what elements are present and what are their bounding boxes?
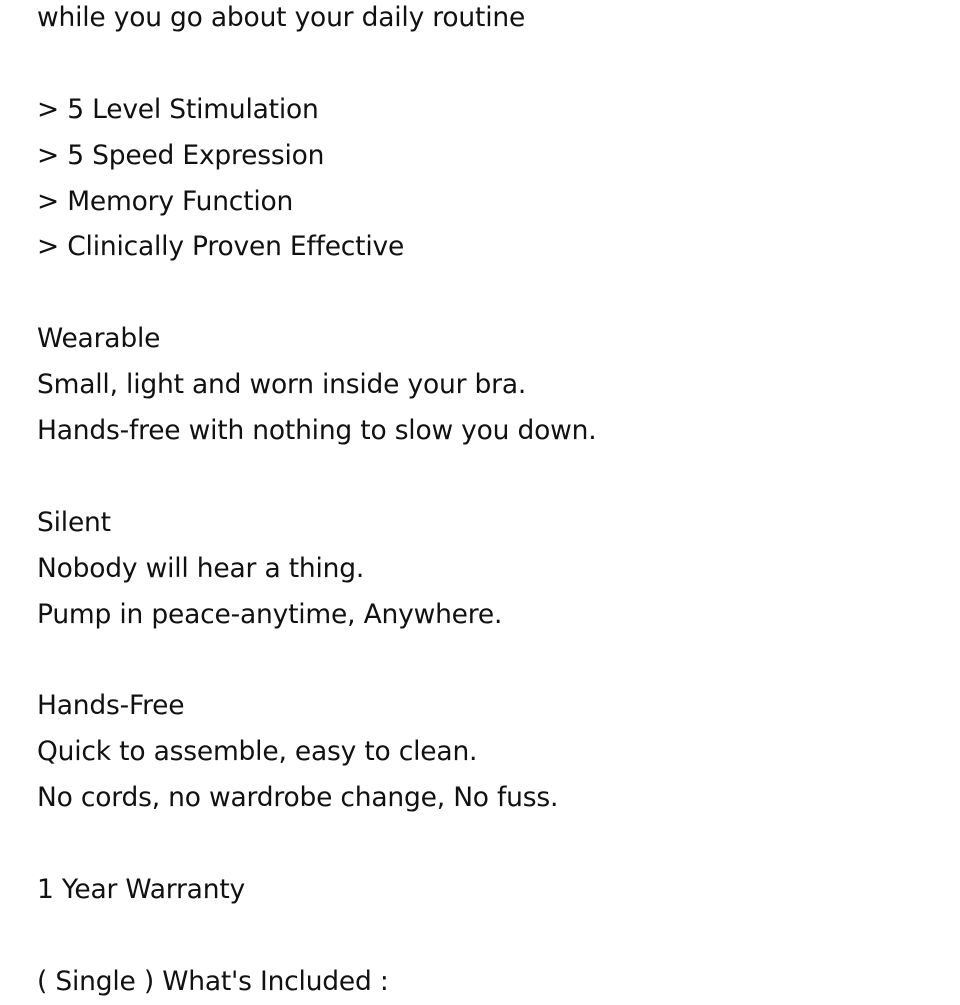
spacer	[37, 637, 940, 683]
intro-line: while you go about your daily routine	[37, 2, 526, 33]
spacer	[37, 821, 940, 867]
feature-item: > Clinically Proven Effective	[37, 231, 405, 263]
spacer	[37, 41, 940, 87]
section-heading-silent: Silent	[37, 506, 111, 538]
section-line: No cords, no wardrobe change, No fuss.	[37, 782, 559, 814]
section-line: Quick to assemble, easy to clean.	[37, 736, 478, 768]
feature-item: > 5 Level Stimulation	[37, 93, 319, 125]
section-line: Small, light and worn inside your bra.	[37, 369, 527, 401]
warranty-text: 1 Year Warranty	[37, 873, 245, 905]
feature-item: > 5 Speed Expression	[37, 139, 325, 171]
spacer	[37, 454, 940, 500]
included-heading: ( Single ) What's Included :	[37, 965, 389, 997]
spacer	[37, 270, 940, 316]
spacer	[37, 913, 940, 959]
feature-item: > Memory Function	[37, 185, 294, 217]
product-description	[37, 0, 940, 1005]
section-line: Nobody will hear a thing.	[37, 552, 365, 584]
section-heading-wearable: Wearable	[37, 323, 161, 355]
section-line: Pump in peace-anytime, Anywhere.	[37, 598, 503, 630]
section-heading-hands-free: Hands-Free	[37, 690, 185, 722]
section-line: Hands-free with nothing to slow you down.	[37, 415, 597, 447]
